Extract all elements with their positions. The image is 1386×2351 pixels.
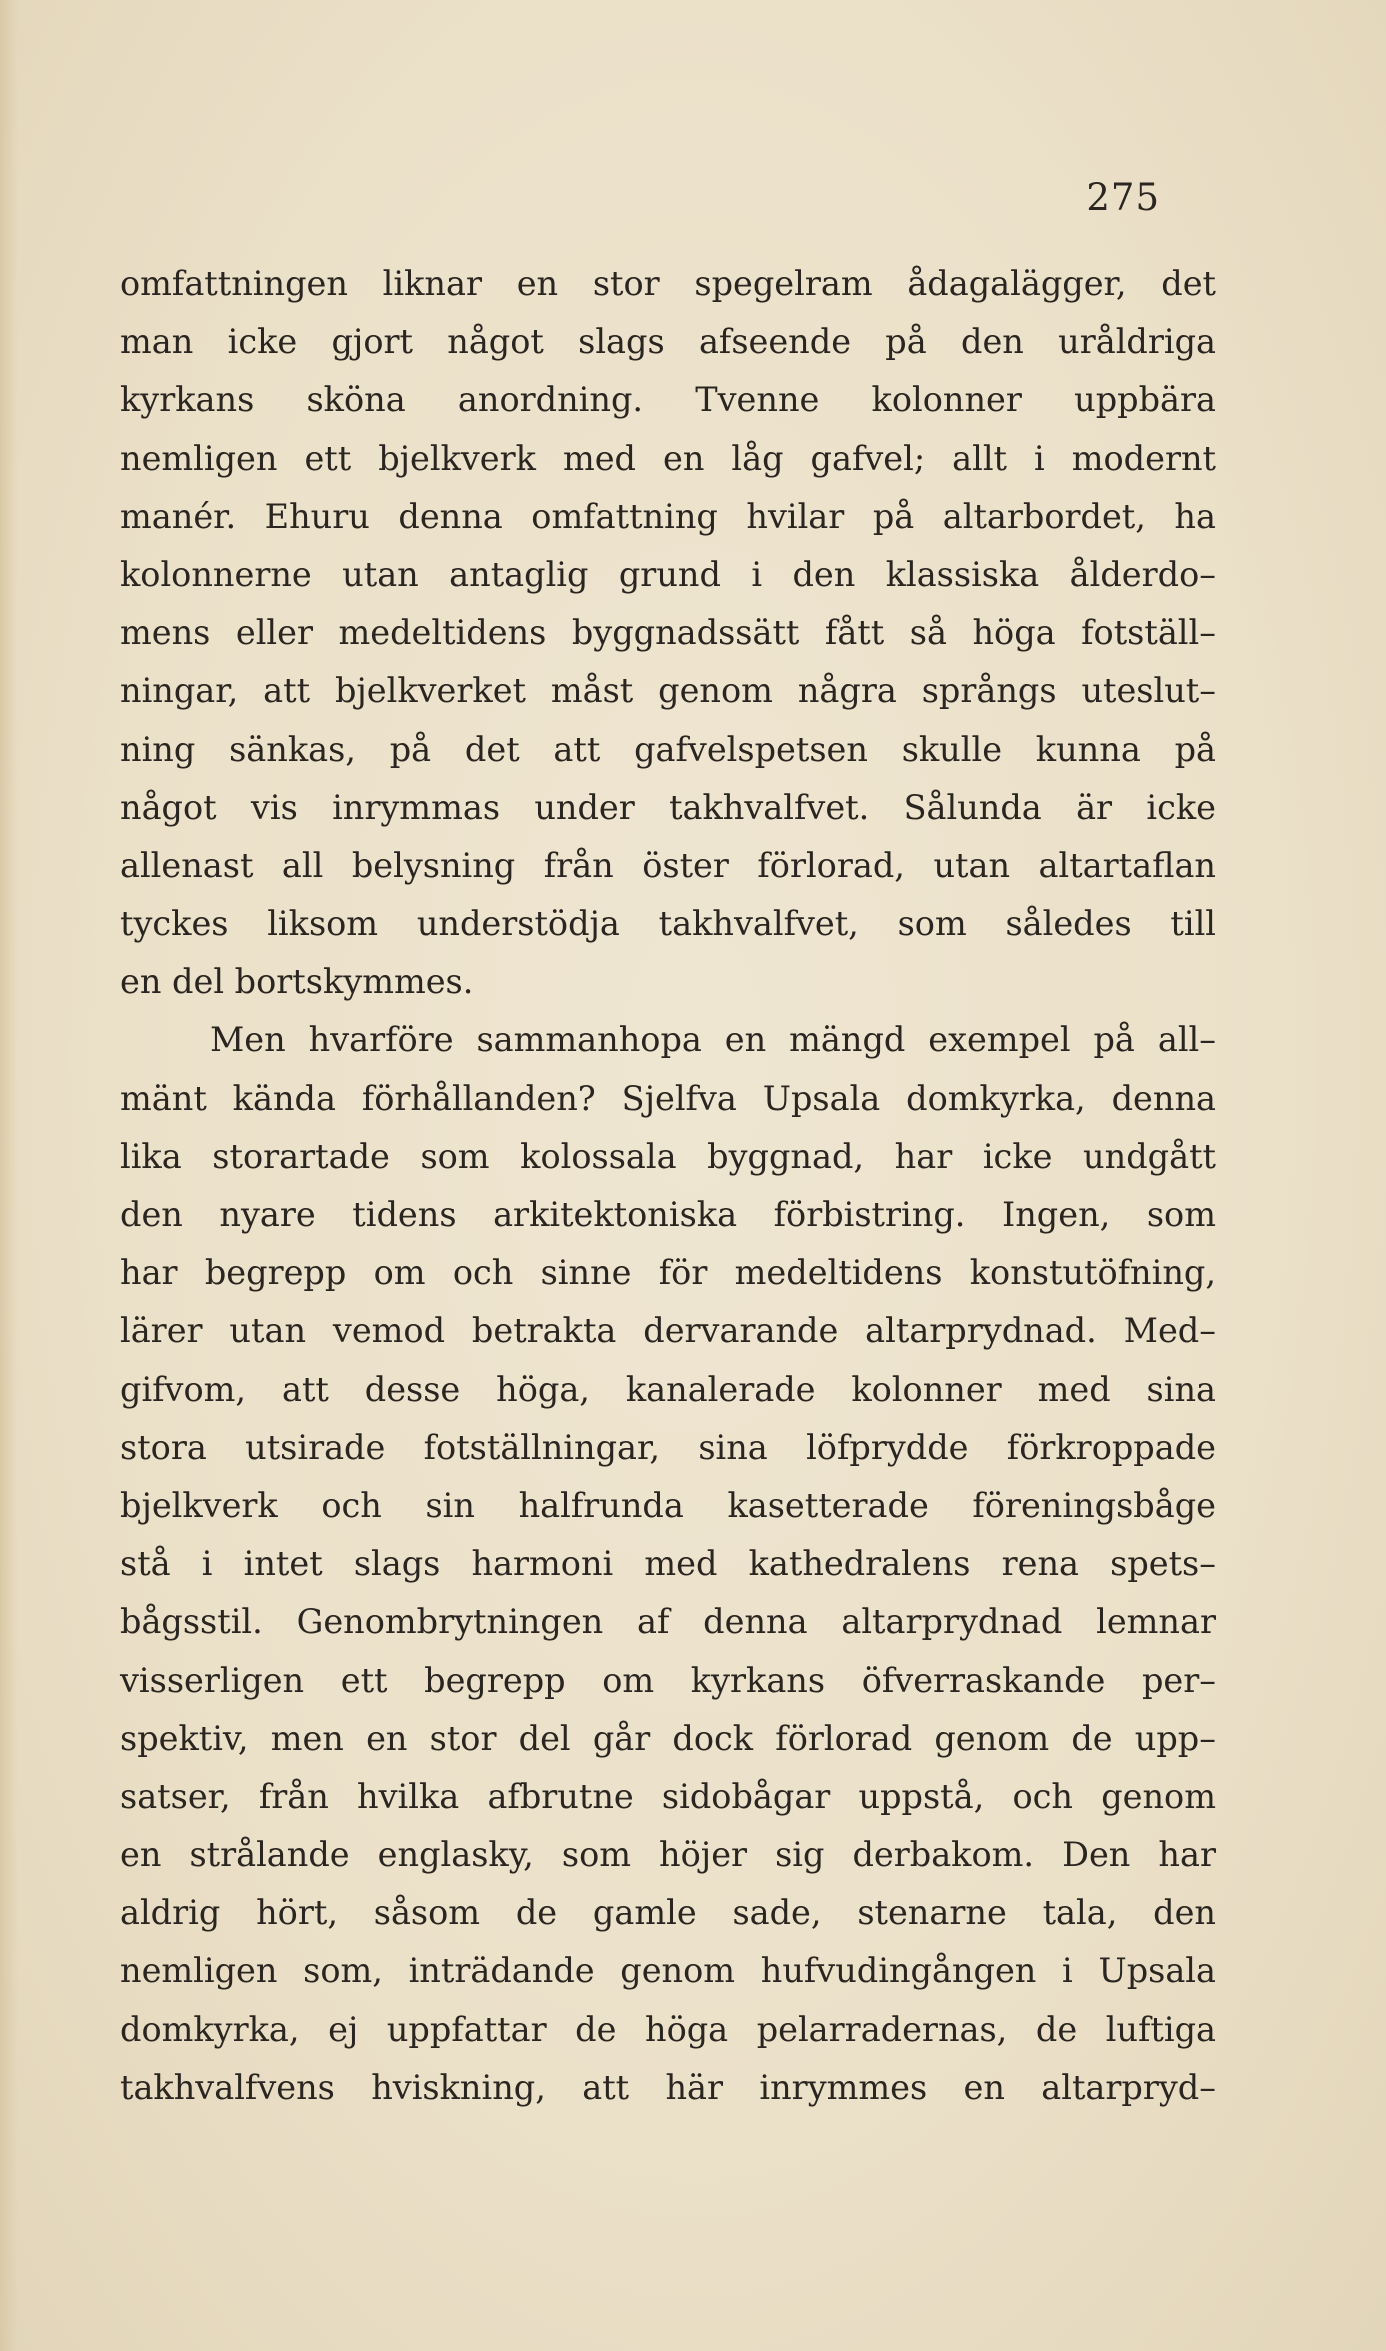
text-line: lika storartade som kolossala byggnad, har icke undgått xyxy=(120,1136,1216,1176)
page-number: 275 xyxy=(1086,176,1160,219)
paragraph-start-line: Men hvarföre sammanhopa en mängd exempel på all– xyxy=(210,1020,1216,1060)
text-line: domkyrka, ej uppfattar de höga pelarradernas, de luftiga xyxy=(120,2009,1216,2049)
text-line: stå i intet slags harmoni med kathedralens rena spets– xyxy=(120,1544,1216,1584)
text-line: omfattningen liknar en stor spegelram ådagalägger, det xyxy=(120,264,1216,303)
text-line: aldrig hört, såsom de gamle sade, stenarne tala, den xyxy=(120,1893,1216,1933)
text-line: mens eller medeltidens byggnadssätt fått så höga fotställ– xyxy=(120,613,1216,653)
page-edge-shadow xyxy=(0,0,18,2351)
text-line: ning sänkas, på det att gafvelspetsen skulle kunna på xyxy=(120,729,1216,769)
text-line: man icke gjort något slags afseende på den uråldriga xyxy=(120,322,1216,362)
text-line: takhvalfvens hviskning, att här inrymmes en altarpryd– xyxy=(120,2067,1216,2107)
body-text xyxy=(120,255,1216,2117)
text-line: stora utsirade fotställningar, sina löfprydde förkroppade xyxy=(120,1427,1216,1467)
text-line: gifvom, att desse höga, kanalerade kolonner med sina xyxy=(120,1369,1216,1409)
text-line: allenast all belysning från öster förlorad, utan altartaflan xyxy=(120,845,1216,885)
text-line: mänt kända förhållanden? Sjelfva Upsala domkyrka, denna xyxy=(120,1078,1216,1118)
text-line: ningar, att bjelkverket måst genom några språngs uteslut– xyxy=(120,671,1216,711)
text-line: något vis inrymmas under takhvalfvet. Sålunda är icke xyxy=(120,787,1216,827)
text-line: tyckes liksom understödja takhvalfvet, som således till xyxy=(120,904,1216,944)
text-line: en strålande englasky, som höjer sig derbakom. Den har xyxy=(120,1835,1216,1875)
text-line: nemligen som, inträdande genom hufvudingången i Upsala xyxy=(120,1951,1216,1991)
text-line: bjelkverk och sin halfrunda kasetterade föreningsbåge xyxy=(120,1485,1216,1525)
text-line: satser, från hvilka afbrutne sidobågar uppstå, och genom xyxy=(120,1776,1216,1816)
text-line: den nyare tidens arkitektoniska förbistring. Ingen, som xyxy=(120,1195,1216,1234)
text-line: lärer utan vemod betrakta dervarande altarprydnad. Med– xyxy=(120,1311,1216,1351)
text-line: har begrepp om och sinne för medeltidens konstutöfning, xyxy=(120,1253,1216,1293)
text-line: manér. Ehuru denna omfattning hvilar på altarbordet, ha xyxy=(120,496,1216,536)
text-line: kolonnerne utan antaglig grund i den klassiska ålderdo– xyxy=(120,554,1216,594)
text-line: visserligen ett begrepp om kyrkans öfverraskande per– xyxy=(120,1660,1216,1700)
paragraph-end-line: en del bortskymmes. xyxy=(120,962,474,1002)
text-line: nemligen ett bjelkverk med en låg gafvel; allt i modernt xyxy=(120,438,1216,478)
text-line: spektiv, men en stor del går dock förlorad genom de upp– xyxy=(120,1718,1216,1758)
text-line: bågsstil. Genombrytningen af denna altarprydnad lemnar xyxy=(120,1602,1216,1642)
text-line: kyrkans sköna anordning. Tvenne kolonner uppbära xyxy=(120,380,1216,420)
